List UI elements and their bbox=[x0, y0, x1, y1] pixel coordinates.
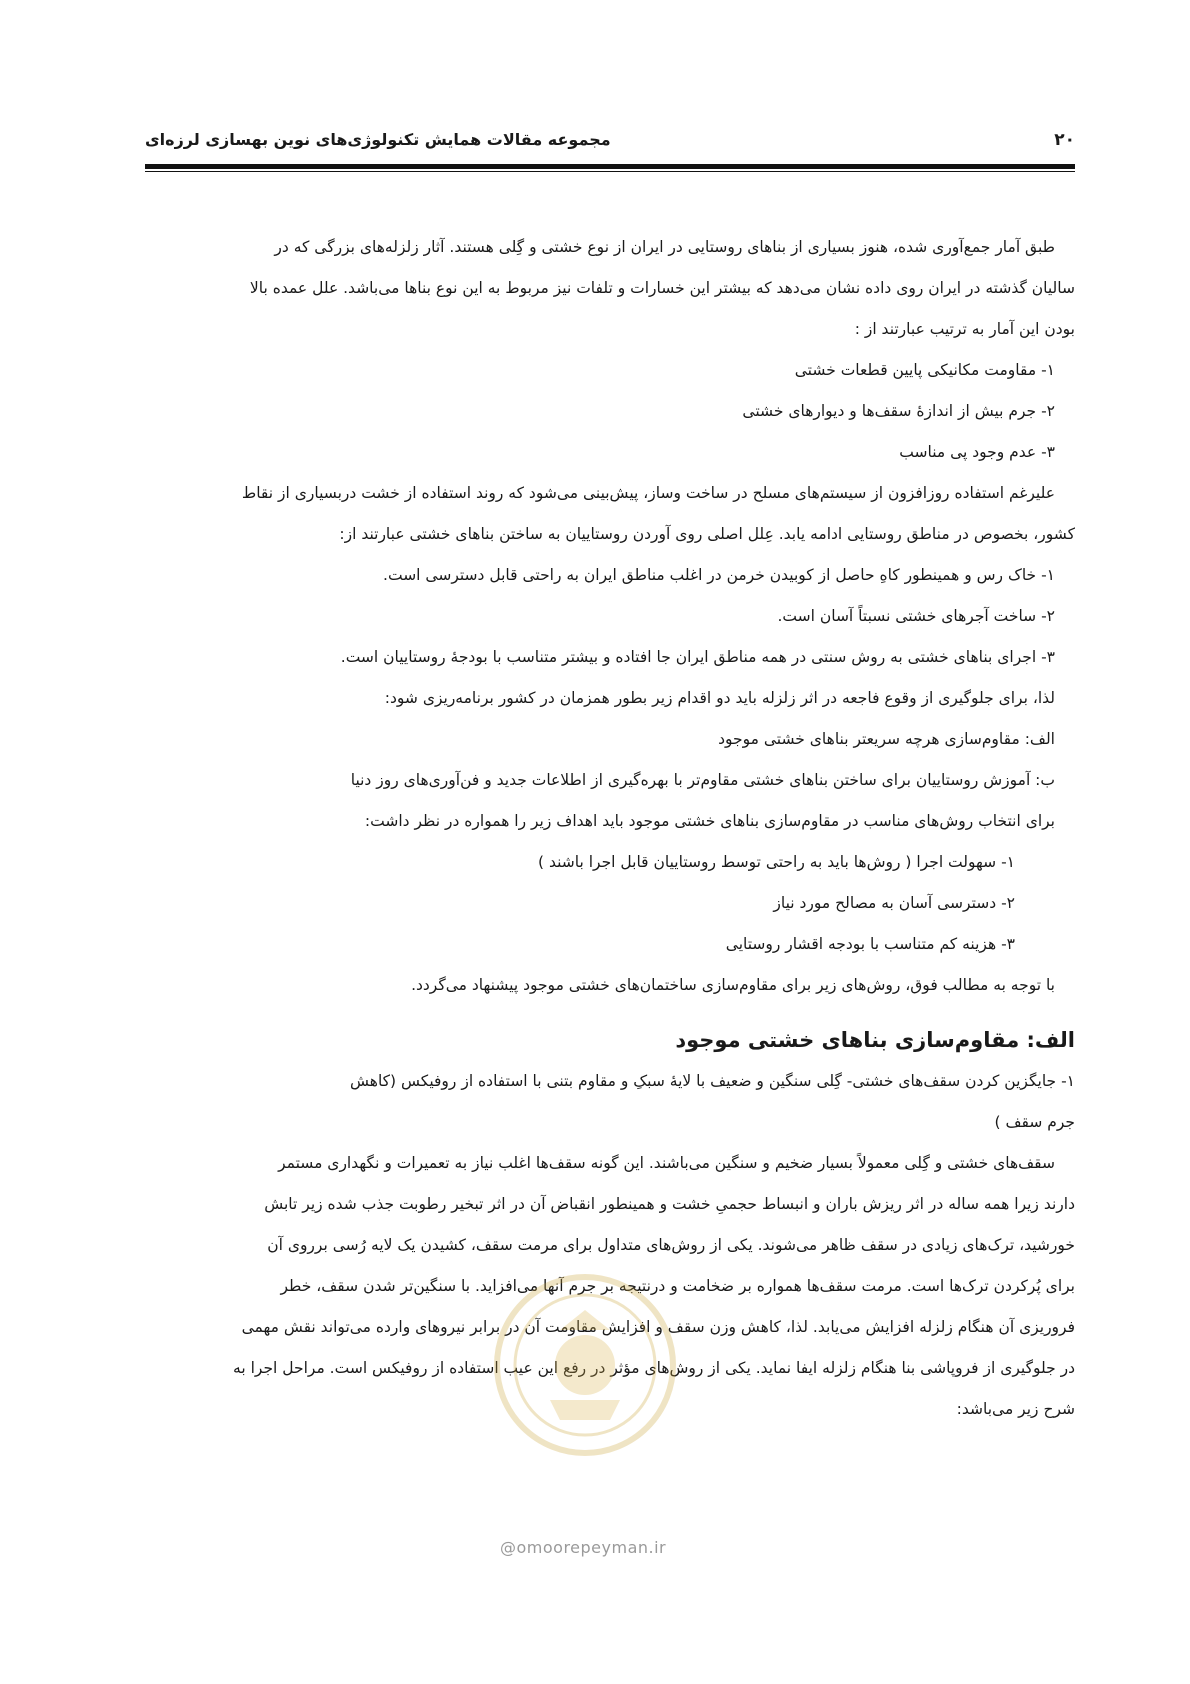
paragraph-line: کشور، بخصوص در مناطق روستایی ادامه یابد. عِلل اصلی روی آوردن روستاییان به ساختن بناهای خشتی عبارتند از: bbox=[339, 525, 1075, 543]
paragraph-line: ۱- جایگزین کردن سقف‌های خشتی- گِلی سنگین و ضعیف با لایهٔ سبکِ و مقاوم بتنی با استفاده از روفیکس (کاهش bbox=[350, 1072, 1075, 1090]
watermark-seal-icon bbox=[490, 1270, 680, 1460]
paragraph-line: با توجه به مطالب فوق، روش‌های زیر برای مقاوم‌سازی ساختمان‌های خشتی موجود پیشنهاد می‌گردد. bbox=[411, 976, 1055, 994]
list-item: ۲- ساخت آجرهای خشتی نسبتاً آسان است. bbox=[777, 607, 1055, 625]
paragraph-line: علیرغم استفاده روزافزون از سیستم‌های مسلح در ساخت وساز، پیش‌بینی می‌شود که روند استفاده از خشت دربسیاری از نقاط bbox=[241, 484, 1055, 502]
section-heading: الف: مقاوم‌سازی بناهای خشتی موجود bbox=[675, 1028, 1075, 1052]
header-rule-thick bbox=[145, 164, 1075, 169]
list-item: الف: مقاوم‌سازی هرچه سریعتر بناهای خشتی موجود bbox=[718, 730, 1055, 748]
paragraph-line: سقف‌های خشتی و گِلی معمولاً بسیار ضخیم و سنگین می‌باشند. این گونه سقف‌ها اغلب نیاز به تعمیرات و نگهداری مستمر bbox=[278, 1154, 1055, 1172]
header-rule-thin bbox=[145, 171, 1075, 172]
list-item: ب: آموزش روستاییان برای ساختن بناهای خشتی مقاوم‌تر با بهره‌گیری از اطلاعات جدید و فن‌آوری‌های روز دنیا bbox=[350, 771, 1055, 789]
page-header bbox=[145, 128, 1075, 158]
watermark-url: @omoorepeyman.ir bbox=[500, 1538, 667, 1557]
running-title: مجموعه مقالات همایش تکنولوژی‌های نوین بهسازی لرزه‌ای bbox=[145, 130, 611, 149]
paragraph-line: در جلوگیری از فروپاشی بنا هنگام زلزله ایفا نماید. یکی از روش‌های مؤثر در رفع این عیب استفاده از روفیکس است. مراحل اجرا به bbox=[233, 1359, 1075, 1377]
paragraph-line: لذا، برای جلوگیری از وقوع فاجعه در اثر زلزله باید دو اقدام زیر بطور همزمان در کشور برنامه‌ریزی شود: bbox=[384, 689, 1055, 707]
paragraph-line: برای پُرکردن ترک‌ها است. مرمت سقف‌ها همواره بر ضخامت و درنتیجه بر جرم آنها می‌افزاید. با سنگین‌تر شدن سقف، خطر bbox=[280, 1277, 1075, 1295]
paragraph-line: دارند زیرا همه ساله در اثر ریزش باران و انبساط حجمیِ خشت و همینطور انقباض آن در اثر تبخیر رطوبت جذب شده زیر تابش bbox=[264, 1195, 1075, 1213]
paragraph-line: بودن این آمار به ترتیب عبارتند از : bbox=[854, 320, 1075, 338]
paragraph-line: خورشید، ترک‌های زیادی در سقف ظاهر می‌شوند. یکی از روش‌های متداول برای مرمت سقف، کشیدن یک لایه رُسی برروی آن bbox=[267, 1236, 1075, 1254]
list-item: ۳- اجرای بناهای خشتی به روش سنتی در همه مناطق ایران جا افتاده و بیشتر متناسب با بودجهٔ روستاییان است. bbox=[340, 648, 1055, 666]
list-item: ۱- خاک رس و همینطور کاهِ حاصل از کوبیدن خرمن در اغلب مناطق ایران به راحتی قابل دسترسی است. bbox=[383, 566, 1055, 584]
paragraph-line: طبق آمار جمع‌آوری شده، هنوز بسیاری از بناهای روستایی در ایران از نوع خشتی و گِلی هستند. آثار زلزله‌های بزرگی که در bbox=[274, 238, 1055, 256]
paragraph-line: فروریزی آن هنگام زلزله افزایش می‌یابد. لذا، کاهش وزن سقف و افزایش مقاومت آن در برابر نیروهای وارده می‌تواند نقش مهمی bbox=[241, 1318, 1075, 1336]
paragraph-line: جرم سقف ) bbox=[994, 1113, 1075, 1131]
paragraph-line: سالیان گذشته در ایران روی داده نشان می‌دهد که بیشتر این خسارات و تلفات نیز مربوط به این نوع بناها می‌باشد. علل عمده بالا bbox=[249, 279, 1075, 297]
page-number: ۲۰ bbox=[1054, 130, 1075, 150]
list-item: ۲- جرم بیش از اندازهٔ سقف‌ها و دیوارهای خشتی bbox=[742, 402, 1055, 420]
paragraph-line: برای انتخاب روش‌های مناسب در مقاوم‌سازی بناهای خشتی موجود باید اهداف زیر را همواره در نظر داشت: bbox=[364, 812, 1055, 830]
list-item: ۳- عدم وجود پی مناسب bbox=[899, 443, 1055, 461]
list-item: ۳- هزینه کم متناسب با بودجه اقشار روستایی bbox=[725, 935, 1015, 953]
paragraph-line: شرح زیر می‌باشد: bbox=[956, 1400, 1075, 1418]
list-item: ۱- سهولت اجرا ( روش‌ها باید به راحتی توسط روستاییان قابل اجرا باشند ) bbox=[537, 853, 1015, 871]
list-item: ۲- دسترسی آسان به مصالح مورد نیاز bbox=[773, 894, 1015, 912]
list-item: ۱- مقاومت مکانیکی پایین قطعات خشتی bbox=[794, 361, 1055, 379]
